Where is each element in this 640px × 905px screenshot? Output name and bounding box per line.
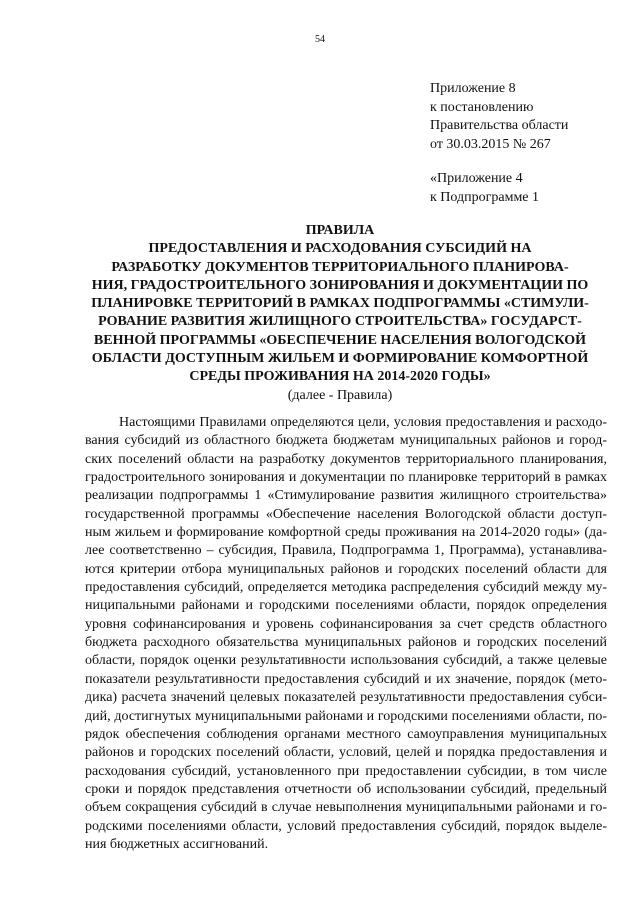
body-line: реализации подпрограммы 1 «Стимулирование развития жилищного строительства»: [85, 488, 607, 504]
body-line: Настоящими Правилами определяются цели, условия предоставления и расходо-: [119, 415, 607, 430]
title-note: (далее - Правила): [287, 387, 393, 403]
page-number: 54: [315, 34, 325, 45]
body-line: уровня софинансирования и уровень софинансирования за счет средств областного: [85, 616, 607, 632]
title-line: ПЛАНИРОВКЕ ТЕРРИТОРИЙ В РАМКАХ ПОДПРОГРАММЫ «СТИМУЛИ-: [91, 296, 589, 312]
title-line: НИЯ, ГРАДОСТРОИТЕЛЬНОГО ЗОНИРОВАНИЯ И ДОКУМЕНТАЦИИ ПО: [91, 277, 589, 293]
annex-line: Правительства области: [430, 118, 569, 133]
body-paragraph: [85, 414, 607, 854]
body-line: сроки и порядок представления отчетности об использовании субсидий, предельный: [85, 781, 607, 797]
annex-sub-reference: [430, 170, 539, 207]
title-heading: ПРАВИЛА: [305, 223, 375, 238]
body-line: дика) расчета значений целевых показателей результативности предоставления субси-: [85, 690, 607, 706]
title-line: ОБЛАСТИ ДОСТУПНЫМ ЖИЛЬЕМ И ФОРМИРОВАНИЕ КОМФОРТНОЙ: [91, 351, 589, 367]
body-line: родскими поселениями области, условий предоставления субсидий, порядок выделе-: [85, 818, 607, 834]
body-line: ниципальными районами и городскими поселениями области, порядок определения: [85, 598, 607, 614]
annex-line: к постановлению: [430, 99, 534, 115]
body-line: ния бюджетных ассигнований.: [85, 836, 269, 852]
body-line: районов и городских поселений области, условий, целей и порядка предоставления и: [85, 745, 607, 761]
body-line: объем сокращения субсидий в случае невыполнения муниципальными районами и го-: [85, 800, 607, 816]
body-line: ным жильем и формирование комфортной среды проживания на 2014-2020 годы» (да-: [85, 525, 607, 541]
body-line: дий, достигнутых муниципальными районами и городскими поселениями области, по-: [85, 708, 607, 724]
body-line: показатели результативности предоставления субсидий и их значение, порядок (мето-: [85, 671, 607, 687]
document-title: [80, 222, 600, 405]
body-line: рядок обеспечения соблюдения органами местного самоуправления муниципальных: [85, 726, 607, 742]
body-line: расходования субсидий, установленного при предоставлении субсидии, в том числе: [85, 763, 607, 779]
body-line: бюджета расходного обязательства муниципальных районов и городских поселений: [85, 635, 607, 651]
title-line: РОВАНИЕ РАЗВИТИЯ ЖИЛИЩНОГО СТРОИТЕЛЬСТВА» ГОСУДАРСТ-: [98, 314, 582, 330]
title-line: ПРЕДОСТАВЛЕНИЯ И РАСХОДОВАНИЯ СУБСИДИЙ НА: [148, 241, 532, 257]
annex-reference: [430, 80, 568, 154]
title-line: ВЕННОЙ ПРОГРАММЫ «ОБЕСПЕЧЕНИЕ НАСЕЛЕНИЯ ВОЛОГОДСКОЙ: [93, 332, 587, 348]
body-line: государственной программы «Обеспечение населения Вологодской области доступ-: [85, 506, 607, 522]
body-line: области, порядок оценки результативности использования субсидий, а также целевые: [85, 653, 607, 669]
body-line: вания субсидий из областного бюджета бюджетам муниципальных районов и город-: [85, 433, 607, 449]
annex-sub-line: «Приложение 4: [430, 171, 523, 186]
body-line: лее соответственно – субсидия, Правила, Подпрограмма 1, Программа), устанавлива-: [85, 543, 607, 559]
body-line: градостроительного зонирования и документации по планировке территорий в рамках: [85, 470, 607, 486]
body-line: ются критерии отбора муниципальных районов и городских поселений области для: [85, 561, 607, 577]
annex-sub-line: к Подпрограмме 1: [430, 189, 540, 205]
body-line: ских поселений области на разработку документов территориального планирования,: [85, 451, 607, 467]
annex-line: Приложение 8: [430, 81, 516, 96]
annex-line: от 30.03.2015 № 267: [430, 136, 551, 152]
title-line: РАЗРАБОТКУ ДОКУМЕНТОВ ТЕРРИТОРИАЛЬНОГО ПЛАНИРОВА-: [111, 259, 569, 275]
body-line: предоставления субсидий, определяется методика распределения субсидий между му-: [85, 580, 607, 596]
title-line: СРЕДЫ ПРОЖИВАНИЯ НА 2014-2020 ГОДЫ»: [189, 369, 491, 385]
